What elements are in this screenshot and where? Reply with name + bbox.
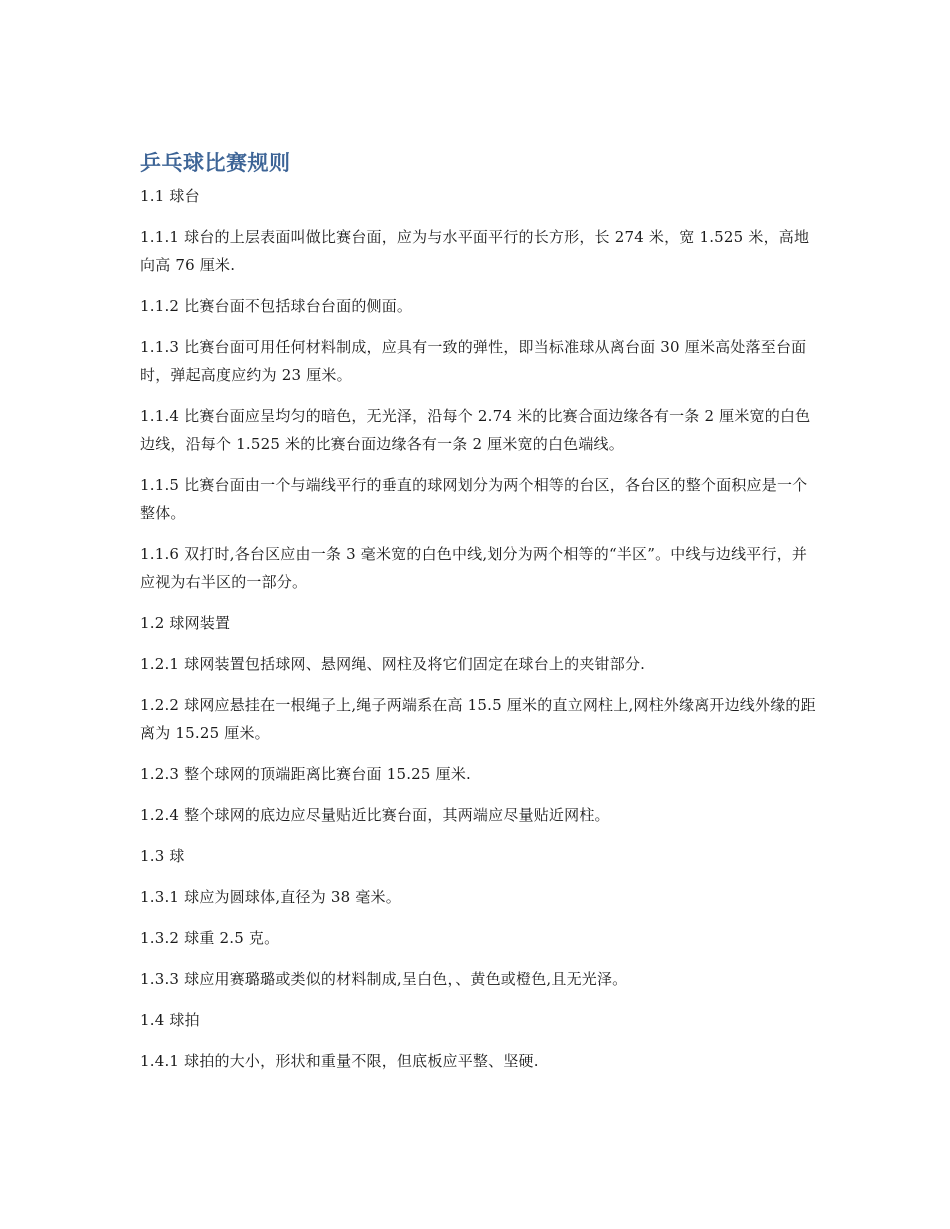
paragraph-1-3-1: 1.3.1 球应为圆球体,直径为 38 毫米。: [140, 888, 401, 906]
document-body: [140, 148, 816, 1088]
paragraph-1-1-2: 1.1.2 比赛台面不包括球台台面的侧面。: [140, 297, 413, 315]
section-heading-1-4: 1.4 球拍: [140, 1011, 200, 1029]
paragraph-1-2-2: 1.2.2 球网应悬挂在一根绳子上,绳子两端系在高 15.5 厘米的直立网柱上,网柱外缘离开边线外缘的距离为 15.25 厘米。: [140, 696, 816, 742]
paragraph-1-1-5: 1.1.5 比赛台面由一个与端线平行的垂直的球网划分为两个相等的台区，各台区的整个面积应是一个整体。: [140, 476, 808, 522]
paragraph-1-2-1: 1.2.1 球网装置包括球网、悬网绳、网柱及将它们固定在球台上的夹钳部分.: [140, 655, 646, 673]
paragraph-1-1-4: 1.1.4 比赛台面应呈均匀的暗色，无光泽，沿每个 2.74 米的比赛合面边缘各有一条 2 厘米宽的白色边线，沿每个 1.525 米的比赛台面边缘各有一条 2 厘米宽的白色端线。: [140, 407, 811, 453]
paragraph-1-2-3: 1.2.3 整个球网的顶端距离比赛台面 15.25 厘米.: [140, 765, 471, 783]
section-heading-1-1: 1.1 球台: [140, 187, 200, 205]
paragraph-1-2-4: 1.2.4 整个球网的底边应尽量贴近比赛台面，其两端应尽量贴近网柱。: [140, 806, 610, 824]
paragraph-1-3-2: 1.3.2 球重 2.5 克。: [140, 929, 280, 947]
paragraph-1-1-3: 1.1.3 比赛台面可用任何材料制成，应具有一致的弹性，即当标准球从离台面 30 厘米高处落至台面时，弹起高度应约为 23 厘米。: [140, 338, 807, 384]
paragraph-1-1-6: 1.1.6 双打时,各台区应由一条 3 毫米宽的白色中线,划分为两个相等的“半区”。中线与边线平行，并应视为右半区的一部分。: [140, 545, 808, 591]
document-title: 乒乓球比赛规则: [140, 151, 291, 175]
section-heading-1-2: 1.2 球网装置: [140, 614, 231, 632]
paragraph-1-1-1: 1.1.1 球台的上层表面叫做比赛台面，应为与水平面平行的长方形，长 274 米，宽 1.525 米，高地向高 76 厘米.: [140, 228, 810, 274]
paragraph-1-3-3: 1.3.3 球应用赛璐璐或类似的材料制成,呈白色，、黄色或橙色,且无光泽。: [140, 970, 628, 988]
paragraph-1-4-1: 1.4.1 球拍的大小，形状和重量不限，但底板应平整、坚硬.: [140, 1052, 539, 1070]
section-heading-1-3: 1.3 球: [140, 847, 185, 865]
